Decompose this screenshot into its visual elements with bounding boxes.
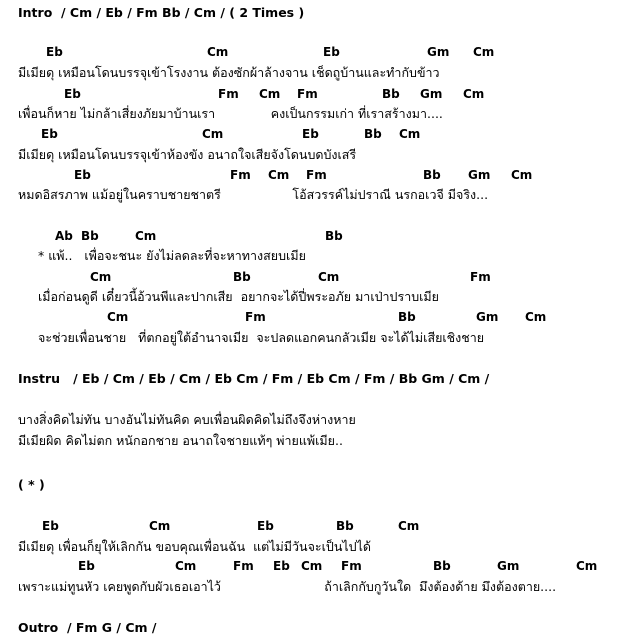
chord: Fm [306,168,327,182]
chord: Cm [318,270,340,284]
chord: Ab [55,229,73,243]
chord: Cm [207,45,229,59]
chord: Bb [398,310,416,324]
chord: Eb [41,127,58,141]
chord: Cm [511,168,533,182]
chord: Cm [268,168,290,182]
chord: Bb [233,270,251,284]
lyric-line: มีเมียดุ เหมือนโดนบรรจุเข้าห้องขัง อนาถใจเสียจังโดนบดบังเสรี [18,147,357,162]
lyric-line: จะช่วยเพื่อนชาย ที่ตกอยู่ใต้อำนาจเมีย จะปลดแอกคนกลัวเมีย จะได้ไม่เสียเชิงชาย [38,330,485,345]
chord: Cm [398,519,420,533]
chord: Cm [473,45,495,59]
chorus-repeat-marker: ( * ) [18,477,45,492]
chord: Fm [233,559,254,573]
chord: Fm [218,87,239,101]
lyric-line: * แพ้.. เพื่อจะชนะ ยังไม่ลดละที่จะหาทางสยบเมีย [38,248,306,263]
chord: Cm [525,310,547,324]
chord: Bb [382,87,400,101]
chord: Eb [302,127,319,141]
chord: Bb [81,229,99,243]
chord: Fm [470,270,491,284]
lyric-line: เพราะแม่ทูนหัว เคยพูดกับผัวเธอเอาไว้ ถ้าเลิกกับกูวันใด มึงต้องด้าย มึงต้องตาย.... [18,579,557,594]
chord: Cm [259,87,281,101]
chord: Fm [245,310,266,324]
chord: Gm [468,168,491,182]
chord: Bb [336,519,354,533]
chord: Gm [420,87,443,101]
lyric-line: มีเมียดุ เหมือนโดนบรรจุเข้าโรงงาน ต้องซักผ้าล้างจาน เช็ดถูบ้านและทำกับข้าว [18,65,440,80]
chord: Eb [64,87,81,101]
chord: Cm [202,127,224,141]
chord: Gm [427,45,450,59]
chord: Cm [399,127,421,141]
chord: Eb [46,45,63,59]
chord: Eb [323,45,340,59]
chord: Eb [78,559,95,573]
chord: Gm [476,310,499,324]
chord: Eb [273,559,290,573]
chord: Fm [341,559,362,573]
lyric-line: เมื่อก่อนดูดี เดี๋ยวนี้อ้วนพีและปากเสีย อยากจะได้ปี่พระอภัย มาเป่าปราบเมีย [38,289,439,304]
chord: Fm [297,87,318,101]
chord: Bb [423,168,441,182]
intro-line: Intro / Cm / Eb / Fm Bb / Cm / ( 2 Times ) [18,5,305,20]
chord: Eb [74,168,91,182]
instru-line: Instru / Eb / Cm / Eb / Cm / Eb Cm / Fm / Eb Cm / Fm / Bb Gm / Cm / [18,371,490,386]
chord: Cm [301,559,323,573]
chord: Fm [230,168,251,182]
chord: Cm [149,519,171,533]
chord: Cm [135,229,157,243]
lyric-line: มีเมียผิด คิดไม่ตก หนักอกชาย อนาถใจชายแท้ๆ พ่ายแพ้เมีย.. [18,433,343,448]
chord: Bb [325,229,343,243]
chord: Cm [107,310,129,324]
outro-line: Outro / Fm G / Cm / [18,620,157,635]
chord: Bb [364,127,382,141]
chord: Bb [433,559,451,573]
lyric-line: หมดอิสรภาพ แม้อยู่ในคราบชายชาตรี โอ้สวรรค์ไม่ปราณี นรกอเวจี มีจริง... [18,187,489,202]
lyric-line: บางสิ่งคิดไม่ทัน บางอันไม่ทันคิด คบเพื่อนผิดคิดไม่ถึงจึงห่างหาย [18,412,356,427]
chord: Eb [42,519,59,533]
chord: Cm [175,559,197,573]
chord: Eb [257,519,274,533]
chord: Cm [463,87,485,101]
chord: Cm [576,559,598,573]
lyric-line: เพื่อนก็หาย ไม่กล้าเสี่ยงภัยมาบ้านเรา คงเป็นกรรมเก่า ที่เราสร้างมา.... [18,106,443,121]
chord: Cm [90,270,112,284]
chord: Gm [497,559,520,573]
lyric-line: มีเมียดุ เพื่อนก็ยุให้เลิกกัน ขอบคุณเพื่อนฉัน แต่ไม่มีวันจะเป็นไปได้ [18,539,371,554]
